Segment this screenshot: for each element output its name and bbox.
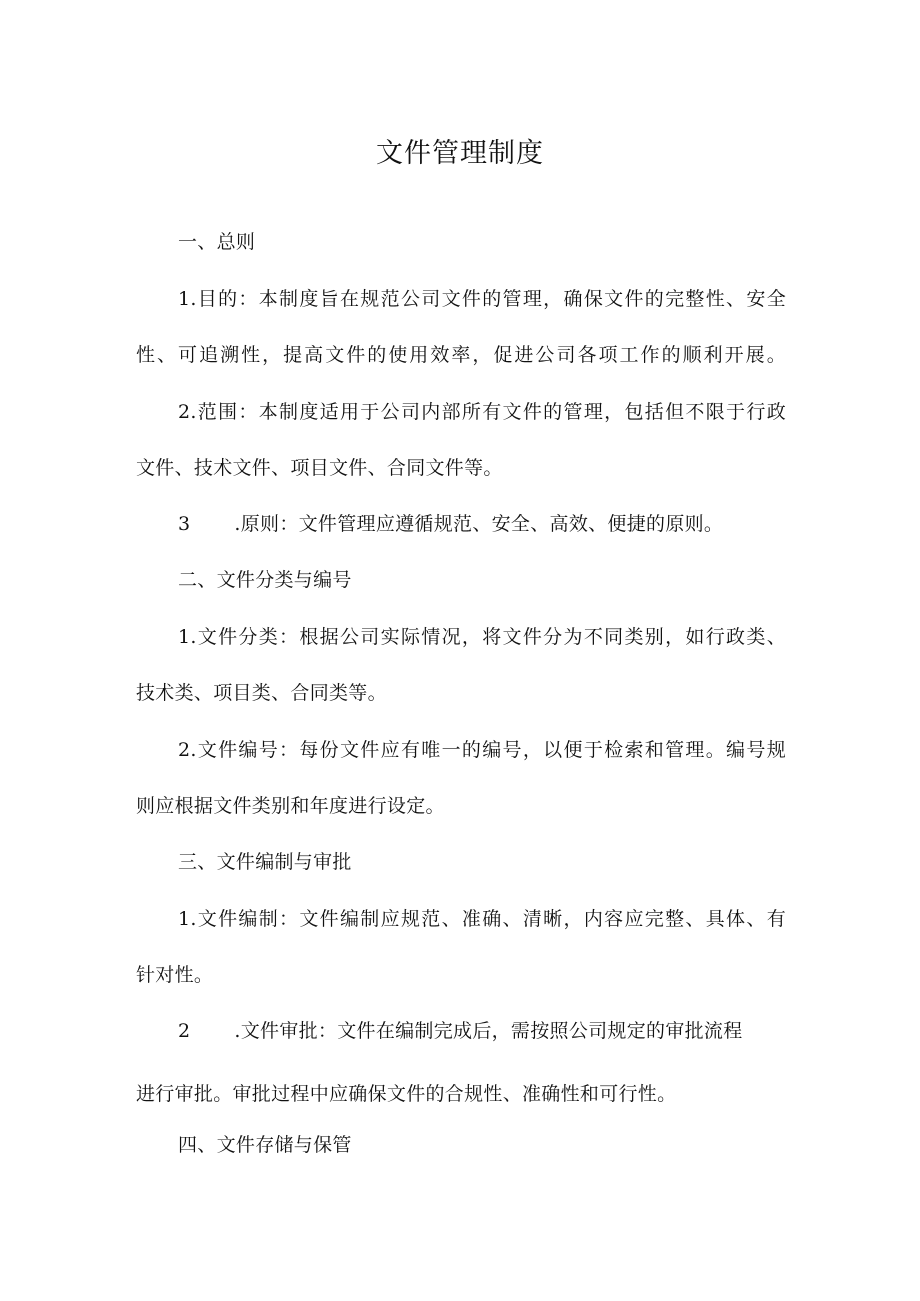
section-heading-drafting: 三、文件编制与审批 — [178, 851, 352, 873]
paragraph-classification-line-2: 技术类、项目类、合同类等。 — [136, 682, 387, 704]
paragraph-scope-line-1 — [136, 398, 786, 426]
item-text: .范围：本制度适用于公司内部所有文件的管理，包括但不限于行政 — [190, 401, 786, 423]
item-text: .文件审批：文件在编制完成后，需按照公司规定的审批流程 — [234, 1020, 743, 1042]
paragraph-drafting-line-2: 针对性。 — [136, 964, 214, 986]
paragraph-drafting-line-1 — [136, 905, 786, 933]
paragraph-scope-line-2: 文件、技术文件、项目文件、合同文件等。 — [136, 457, 503, 479]
paragraph-approval-line-2: 进行审批。审批过程中应确保文件的合规性、准确性和可行性。 — [136, 1083, 677, 1105]
item-text: .目的：本制度旨在规范公司文件的管理，确保文件的完整性、安全 — [190, 288, 786, 310]
paragraph-purpose-line-2: 性、可追溯性，提高文件的使用效率，促进公司各项工作的顺利开展。 — [136, 344, 786, 366]
paragraph-principle-line-1 — [136, 510, 786, 538]
item-number: 2 — [178, 1020, 191, 1042]
paragraph-numbering-line-1 — [136, 736, 786, 764]
item-text: .原则：文件管理应遵循规范、安全、高效、便捷的原则。 — [234, 513, 724, 535]
section-heading-general: 一、总则 — [178, 231, 256, 253]
item-number: 3 — [178, 513, 191, 535]
paragraph-classification-line-1 — [136, 623, 786, 651]
item-number: 1 — [178, 908, 191, 930]
item-text: .文件编号：每份文件应有唯一的编号，以便于检索和管理。编号规 — [190, 739, 786, 761]
item-number: 1 — [178, 288, 191, 310]
paragraph-numbering-line-2: 则应根据文件类别和年度进行设定。 — [136, 795, 445, 817]
section-heading-classification: 二、文件分类与编号 — [178, 569, 352, 591]
document-title: 文件管理制度 — [376, 138, 544, 169]
paragraph-purpose-line-1 — [136, 285, 786, 313]
item-text: .文件分类：根据公司实际情况，将文件分为不同类别，如行政类、 — [190, 626, 786, 648]
item-number: 2 — [178, 401, 191, 423]
section-heading-storage: 四、文件存储与保管 — [178, 1134, 352, 1156]
paragraph-approval-line-1 — [136, 1017, 786, 1045]
item-number: 1 — [178, 626, 191, 648]
item-text: .文件编制：文件编制应规范、准确、清晰，内容应完整、具体、有 — [190, 908, 786, 930]
item-number: 2 — [178, 739, 191, 761]
